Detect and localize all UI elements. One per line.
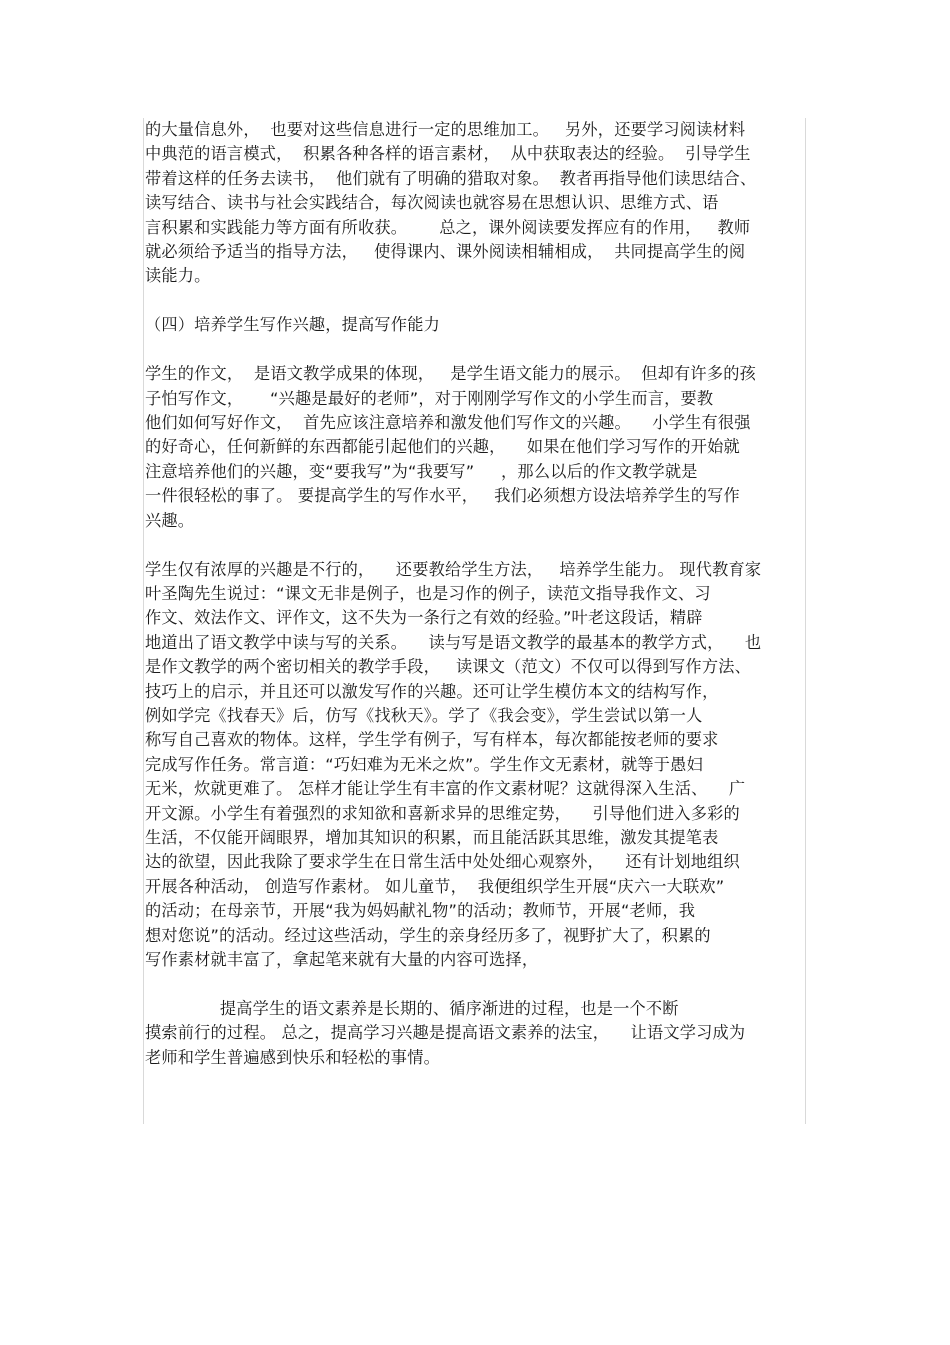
paragraph-gap bbox=[145, 972, 805, 997]
text-line: 读写结合、读书与社会实践结合，每次阅读也就容易在思想认识、思维方式、语 bbox=[145, 193, 719, 213]
paragraph-writing-interest bbox=[145, 362, 805, 533]
text-line: 的好奇心，任何新鲜的东西都能引起他们的兴趣， 如果在他们学习写作的开始就 bbox=[145, 437, 740, 457]
text-line: 学生仅有浓厚的兴趣是不行的， 还要教给学生方法， 培养学生能力。 现代教育家 bbox=[145, 559, 762, 579]
text-line: 的活动；在母亲节，开展“我为妈妈献礼物”的活动；教师节，开展“老师，我 bbox=[145, 901, 696, 921]
text-line: 是作文教学的两个密切相关的教学手段， 读课文（范文）不仅可以得到写作方法、 bbox=[145, 657, 751, 677]
section-heading: （四）培养学生写作兴趣，提高写作能力 bbox=[145, 315, 440, 335]
text-line: 就必须给予适当的指导方法， 使得课内、课外阅读相辅相成， 共同提高学生的阅 bbox=[145, 241, 746, 261]
text-line: 摸索前行的过程。 总之，提高学习兴趣是提高语文素养的法宝， 让语文学习成为 bbox=[145, 1023, 746, 1043]
text-line: 中典范的语言模式， 积累各种各样的语言素材， 从中获取表达的经验。 引导学生 bbox=[145, 144, 751, 164]
text-line: 写作素材就丰富了，拿起笔来就有大量的内容可选择， bbox=[145, 949, 539, 969]
text-line: 作文、效法作文、评作文，这不失为一条行之有效的经验。”叶老这段话，精辟 bbox=[145, 608, 703, 628]
text-line: 的大量信息外， 也要对这些信息进行一定的思维加工。 另外，还要学习阅读材料 bbox=[145, 120, 746, 139]
text-line: 提高学生的语文素养是长期的、循序渐进的过程，也是一个不断 bbox=[145, 998, 679, 1018]
document-body bbox=[145, 118, 805, 1070]
text-line: 称写自己喜欢的物体。这样，学生学有例子，写有样本，每次都能按老师的要求 bbox=[145, 730, 719, 750]
text-line: 完成写作任务。常言道：“巧妇难为无米之炊”。学生作文无素材，就等于愚妇 bbox=[145, 754, 703, 774]
text-line: 地道出了语文教学中读与写的关系。 读与写是语文教学的最基本的教学方式， 也 bbox=[145, 632, 762, 652]
intro-paragraph bbox=[145, 118, 805, 289]
text-line: 带着这样的任务去读书， 他们就有了明确的猎取对象。 教者再指导他们读思结合、 bbox=[145, 168, 757, 188]
text-line: 一件很轻松的事了。 要提高学生的写作水平， 我们必须想方设法培养学生的写作 bbox=[145, 486, 740, 506]
text-line: 例如学完《找春天》后，仿写《找秋天》。学了《我会变》，学生尝试以第一人 bbox=[145, 705, 703, 725]
text-line: 开展各种活动， 创造写作素材。 如儿童节， 我便组织学生开展“庆六一大联欢” bbox=[145, 876, 725, 896]
paragraph-gap bbox=[145, 533, 805, 558]
text-line: 想对您说”的活动。经过这些活动，学生的亲身经历多了，视野扩大了，积累的 bbox=[145, 925, 711, 945]
text-line: 注意培养他们的兴趣，变“要我写”为“我要写” ，那么以后的作文教学就是 bbox=[145, 461, 698, 481]
text-line: 兴趣。 bbox=[145, 510, 195, 530]
text-line: 学生的作文， 是语文教学成果的体现， 是学生语文能力的展示。 但却有许多的孩 bbox=[145, 364, 756, 384]
paragraph-gap bbox=[145, 289, 805, 314]
text-line: 开文源。小学生有着强烈的求知欲和喜新求异的思维定势， 引导他们进入多彩的 bbox=[145, 803, 740, 823]
text-line: 言积累和实践能力等方面有所收获。 总之，课外阅读要发挥应有的作用， 教师 bbox=[145, 217, 751, 237]
text-line: 技巧上的启示，并且还可以激发写作的兴趣。还可让学生模仿本文的结构写作， bbox=[145, 681, 719, 701]
paragraph-methods bbox=[145, 558, 805, 973]
text-line: 读能力。 bbox=[145, 266, 211, 286]
text-line: 老师和学生普遍感到快乐和轻松的事情。 bbox=[145, 1047, 440, 1067]
paragraph-gap bbox=[145, 338, 805, 363]
text-line: 子怕写作文， “兴趣是最好的老师”，对于刚刚学写作文的小学生而言，要教 bbox=[145, 388, 714, 408]
text-line: 叶圣陶先生说过：“课文无非是例子，也是习作的例子，读范文指导我作文、习 bbox=[145, 584, 711, 604]
text-line: 达的欲望，因此我除了要求学生在日常生活中处处细心观察外， 还有计划地组织 bbox=[145, 852, 740, 872]
text-line: 他们如何写好作文， 首先应该注意培养和激发他们写作文的兴趣。 小学生有很强 bbox=[145, 413, 751, 433]
text-line: 生活，不仅能开阔眼界，增加其知识的积累，而且能活跃其思维，激发其提笔表 bbox=[145, 827, 719, 847]
text-line: 无米，炊就更难了。 怎样才能让学生有丰富的作文素材呢？这就得深入生活、 广 bbox=[145, 779, 746, 799]
paragraph-conclusion bbox=[145, 997, 805, 1070]
